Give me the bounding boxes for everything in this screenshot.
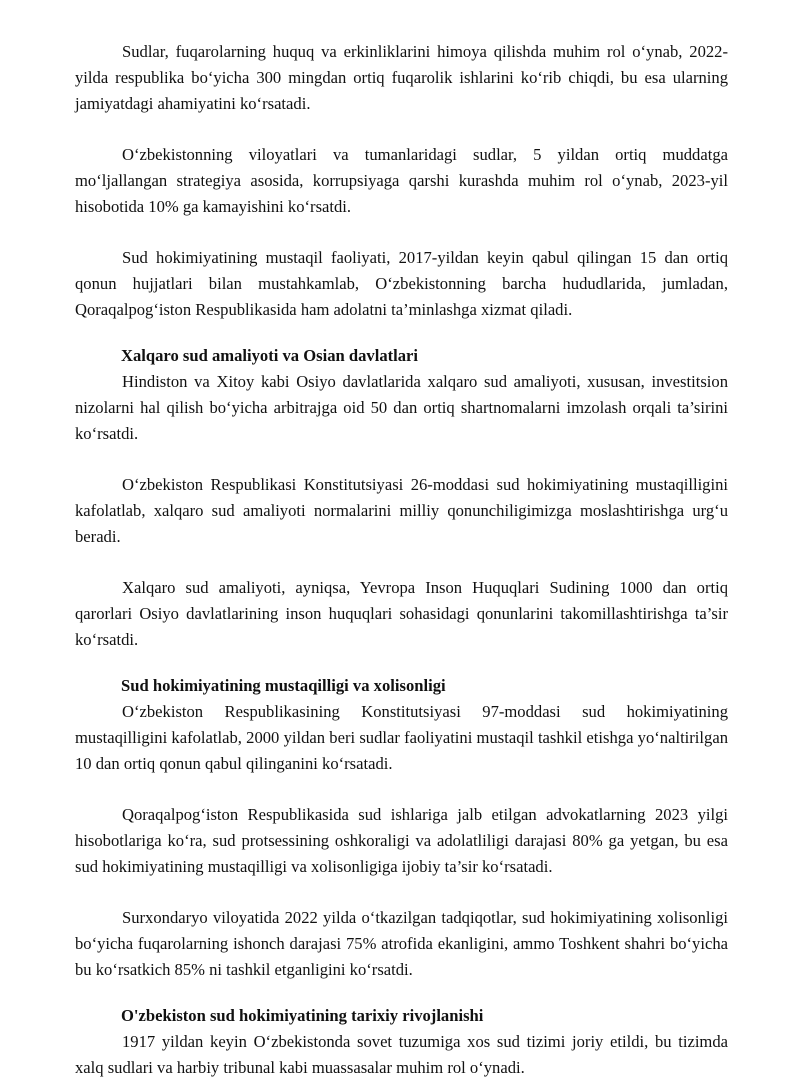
paragraph: O‘zbekistonning viloyatlari va tumanlaridagi sudlar, 5 yildan ortiq muddatga mo‘ljallangan strategiya asosida, korrupsiyaga qarshi kurashda muhim rol o‘ynab, 2023-yil hisobotida 10% ga kamayishini ko‘rsatdi. bbox=[75, 145, 728, 216]
paragraph: 1917 yildan keyin O‘zbekistonda sovet tuzumiga xos sud tizimi joriy etildi, bu tizimda xalq sudlari va harbiy tribunal kabi muassasalar muhim rol o‘ynadi. bbox=[75, 1032, 728, 1077]
paragraph: Hindiston va Xitoy kabi Osiyo davlatlarida xalqaro sud amaliyoti, xususan, investitsion nizolarni hal qilish bo‘yicha arbitrajga oid 50 dan ortiq shartnomalarni imzolash orqali ta’sirini ko‘rsatdi. bbox=[75, 372, 728, 443]
section-heading: O'zbekiston sud hokimiyatining tarixiy rivojlanishi bbox=[121, 1006, 484, 1025]
section-history bbox=[75, 1003, 728, 1081]
paragraph: Sud hokimiyatining mustaqil faoliyati, 2017-yildan keyin qabul qilingan 15 dan ortiq qonun hujjatlari bilan mustahkamlab, O‘zbekistonning barcha hududlarida, jumladan, Qoraqalpog‘iston Respublikasida ham adolatni ta’minlashga xizmat qiladi. bbox=[75, 248, 728, 319]
paragraph: O‘zbekiston Respublikasi Konstitutsiyasi 26-moddasi sud hokimiyatining mustaqilligini kafolatlab, xalqaro sud amaliyoti normalarini milliy qonunchiligimizga moslashtirishga urg‘u beradi. bbox=[75, 475, 728, 546]
paragraph: O‘zbekiston Respublikasining Konstitutsiyasi 97-moddasi sud hokimiyatining mustaqilligini kafolatlab, 2000 yildan beri sudlar faoliyatini mustaqil tashkil etishga yo‘naltirilgan 10 dan ortiq qonun qabul qilinganini ko‘rsatadi. bbox=[75, 702, 728, 773]
paragraph: Sudlar, fuqarolarning huquq va erkinliklarini himoya qilishda muhim rol o‘ynab, 2022-yilda respublika bo‘yicha 300 mingdan ortiq fuqarolik ishlarini ko‘rib chiqdi, bu esa ularning jamiyatdagi ahamiyatini ko‘rsatadi. bbox=[75, 42, 728, 113]
section-independence bbox=[75, 673, 728, 983]
paragraph: Qoraqalpog‘iston Respublikasida sud ishlariga jalb etilgan advokatlarning 2023 yilgi hisobotlariga ko‘ra, sud protsessining oshkoraligi va adolatliligi darajasi 80% ga yetgan, bu esa sud hokimiyatining mustaqilligi va xolisonligiga ijobiy ta’sir ko‘rsatadi. bbox=[75, 805, 728, 876]
section-heading: Sud hokimiyatining mustaqilligi va xolisonligi bbox=[121, 676, 446, 695]
section-international-practice bbox=[75, 343, 728, 653]
paragraph: Surxondaryo viloyatida 2022 yilda o‘tkazilgan tadqiqotlar, sud hokimiyatining xolisonligi bo‘yicha fuqarolarning ishonch darajasi 75% atrofida ekanligini, ammo Toshkent shahri bo‘yicha bu ko‘rsatkich 85% ni tashkil etganligini ko‘rsatdi. bbox=[75, 908, 728, 979]
intro-section bbox=[75, 39, 728, 323]
paragraph: Xalqaro sud amaliyoti, ayniqsa, Yevropa Inson Huquqlari Sudining 1000 dan ortiq qarorlari Osiyo davlatlarining inson huquqlari sohasidagi qonunlarini takomillashtirishga ta’sir ko‘rsatdi. bbox=[75, 578, 728, 649]
section-heading: Xalqaro sud amaliyoti va Osian davlatlari bbox=[121, 346, 419, 365]
